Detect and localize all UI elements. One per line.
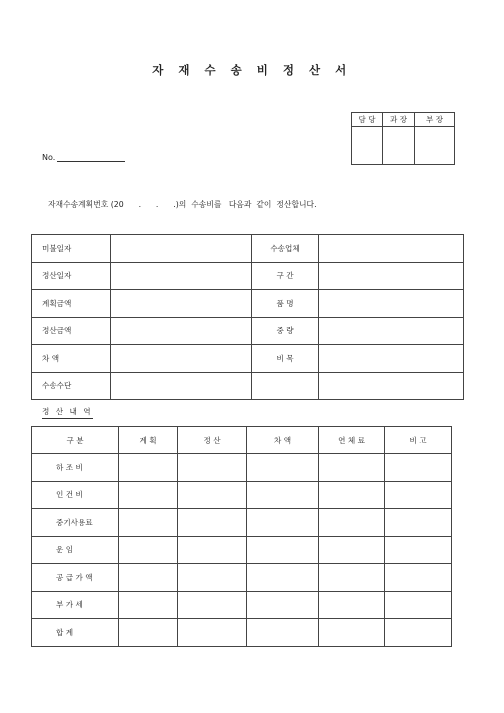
detail-cell[interactable] bbox=[119, 619, 178, 647]
detail-row-label: 공 급 가 액 bbox=[32, 564, 119, 592]
detail-cell[interactable] bbox=[178, 481, 247, 509]
detail-cell[interactable] bbox=[247, 454, 319, 482]
detail-header: 비 고 bbox=[385, 427, 452, 454]
detail-cell[interactable] bbox=[247, 509, 319, 537]
approval-box bbox=[351, 112, 455, 165]
detail-row-label: 하 조 비 bbox=[32, 454, 119, 482]
detail-cell[interactable] bbox=[319, 509, 385, 537]
info-label: 정산일자 bbox=[32, 262, 111, 290]
detail-cell[interactable] bbox=[247, 591, 319, 619]
info-value[interactable] bbox=[111, 345, 252, 373]
info-label: 중 량 bbox=[252, 317, 319, 345]
detail-cell[interactable] bbox=[319, 481, 385, 509]
detail-cell[interactable] bbox=[319, 454, 385, 482]
info-label: 수송업체 bbox=[252, 235, 319, 263]
detail-cell[interactable] bbox=[319, 619, 385, 647]
info-row bbox=[32, 235, 464, 263]
intro-sentence: 자재수송계획번호 (20 . . .)의 수송비를 다음과 같이 정산합니다. bbox=[48, 200, 317, 209]
detail-cell[interactable] bbox=[119, 509, 178, 537]
detail-cell[interactable] bbox=[247, 619, 319, 647]
detail-cell[interactable] bbox=[385, 591, 452, 619]
detail-cell[interactable] bbox=[247, 481, 319, 509]
info-value[interactable] bbox=[111, 317, 252, 345]
info-value[interactable] bbox=[319, 372, 464, 400]
detail-header-row bbox=[32, 427, 452, 454]
info-label: 구 간 bbox=[252, 262, 319, 290]
detail-cell[interactable] bbox=[247, 536, 319, 564]
detail-row bbox=[32, 591, 452, 619]
detail-cell[interactable] bbox=[319, 564, 385, 592]
section-title: 정 산 내 역 bbox=[42, 406, 93, 419]
info-label: 품 명 bbox=[252, 290, 319, 318]
info-table bbox=[31, 234, 464, 400]
info-value[interactable] bbox=[111, 372, 252, 400]
detail-cell[interactable] bbox=[119, 564, 178, 592]
detail-cell[interactable] bbox=[119, 591, 178, 619]
detail-row-label: 중기사용료 bbox=[32, 509, 119, 537]
info-label: 차 액 bbox=[32, 345, 111, 373]
detail-header: 계 획 bbox=[119, 427, 178, 454]
info-value[interactable] bbox=[319, 345, 464, 373]
detail-cell[interactable] bbox=[178, 536, 247, 564]
info-label bbox=[252, 372, 319, 400]
detail-header: 차 액 bbox=[247, 427, 319, 454]
detail-cell[interactable] bbox=[385, 564, 452, 592]
info-row bbox=[32, 262, 464, 290]
info-row bbox=[32, 317, 464, 345]
info-label: 계획금액 bbox=[32, 290, 111, 318]
document-number-field[interactable] bbox=[57, 153, 125, 162]
approval-sign-manager[interactable] bbox=[383, 127, 415, 165]
info-value[interactable] bbox=[111, 290, 252, 318]
detail-cell[interactable] bbox=[119, 454, 178, 482]
detail-cell[interactable] bbox=[319, 591, 385, 619]
settlement-detail-table bbox=[31, 426, 452, 647]
info-value[interactable] bbox=[111, 262, 252, 290]
info-label: 정산금액 bbox=[32, 317, 111, 345]
detail-cell[interactable] bbox=[119, 481, 178, 509]
info-row bbox=[32, 290, 464, 318]
info-label: 미불일자 bbox=[32, 235, 111, 263]
detail-header: 정 산 bbox=[178, 427, 247, 454]
detail-header: 연 체 료 bbox=[319, 427, 385, 454]
info-row bbox=[32, 345, 464, 373]
document-title: 자 재 수 송 비 정 산 서 bbox=[152, 63, 352, 77]
approval-header-manager: 과 장 bbox=[383, 113, 415, 127]
detail-cell[interactable] bbox=[247, 564, 319, 592]
info-value[interactable] bbox=[319, 317, 464, 345]
detail-cell[interactable] bbox=[119, 536, 178, 564]
info-row bbox=[32, 372, 464, 400]
detail-cell[interactable] bbox=[178, 619, 247, 647]
document-number bbox=[42, 153, 125, 162]
info-label: 비 목 bbox=[252, 345, 319, 373]
approval-header-staff: 담 당 bbox=[352, 113, 383, 127]
info-label: 수송수단 bbox=[32, 372, 111, 400]
approval-header-director: 부 장 bbox=[415, 113, 455, 127]
detail-cell[interactable] bbox=[178, 454, 247, 482]
detail-row bbox=[32, 509, 452, 537]
detail-row-label: 합 계 bbox=[32, 619, 119, 647]
detail-row-label: 운 임 bbox=[32, 536, 119, 564]
detail-row bbox=[32, 481, 452, 509]
detail-row bbox=[32, 454, 452, 482]
info-value[interactable] bbox=[319, 235, 464, 263]
detail-row-label: 인 건 비 bbox=[32, 481, 119, 509]
detail-total-row bbox=[32, 619, 452, 647]
detail-cell[interactable] bbox=[385, 454, 452, 482]
info-value[interactable] bbox=[319, 290, 464, 318]
detail-cell[interactable] bbox=[385, 509, 452, 537]
document-number-label: No. bbox=[42, 153, 56, 162]
info-value[interactable] bbox=[319, 262, 464, 290]
detail-row bbox=[32, 536, 452, 564]
approval-sign-staff[interactable] bbox=[352, 127, 383, 165]
detail-row bbox=[32, 564, 452, 592]
detail-row-label: 부 가 세 bbox=[32, 591, 119, 619]
detail-cell[interactable] bbox=[385, 619, 452, 647]
info-value[interactable] bbox=[111, 235, 252, 263]
detail-cell[interactable] bbox=[319, 536, 385, 564]
detail-cell[interactable] bbox=[385, 536, 452, 564]
detail-cell[interactable] bbox=[178, 564, 247, 592]
approval-sign-director[interactable] bbox=[415, 127, 455, 165]
detail-header: 구 분 bbox=[32, 427, 119, 454]
detail-cell[interactable] bbox=[178, 591, 247, 619]
detail-cell[interactable] bbox=[385, 481, 452, 509]
detail-cell[interactable] bbox=[178, 509, 247, 537]
